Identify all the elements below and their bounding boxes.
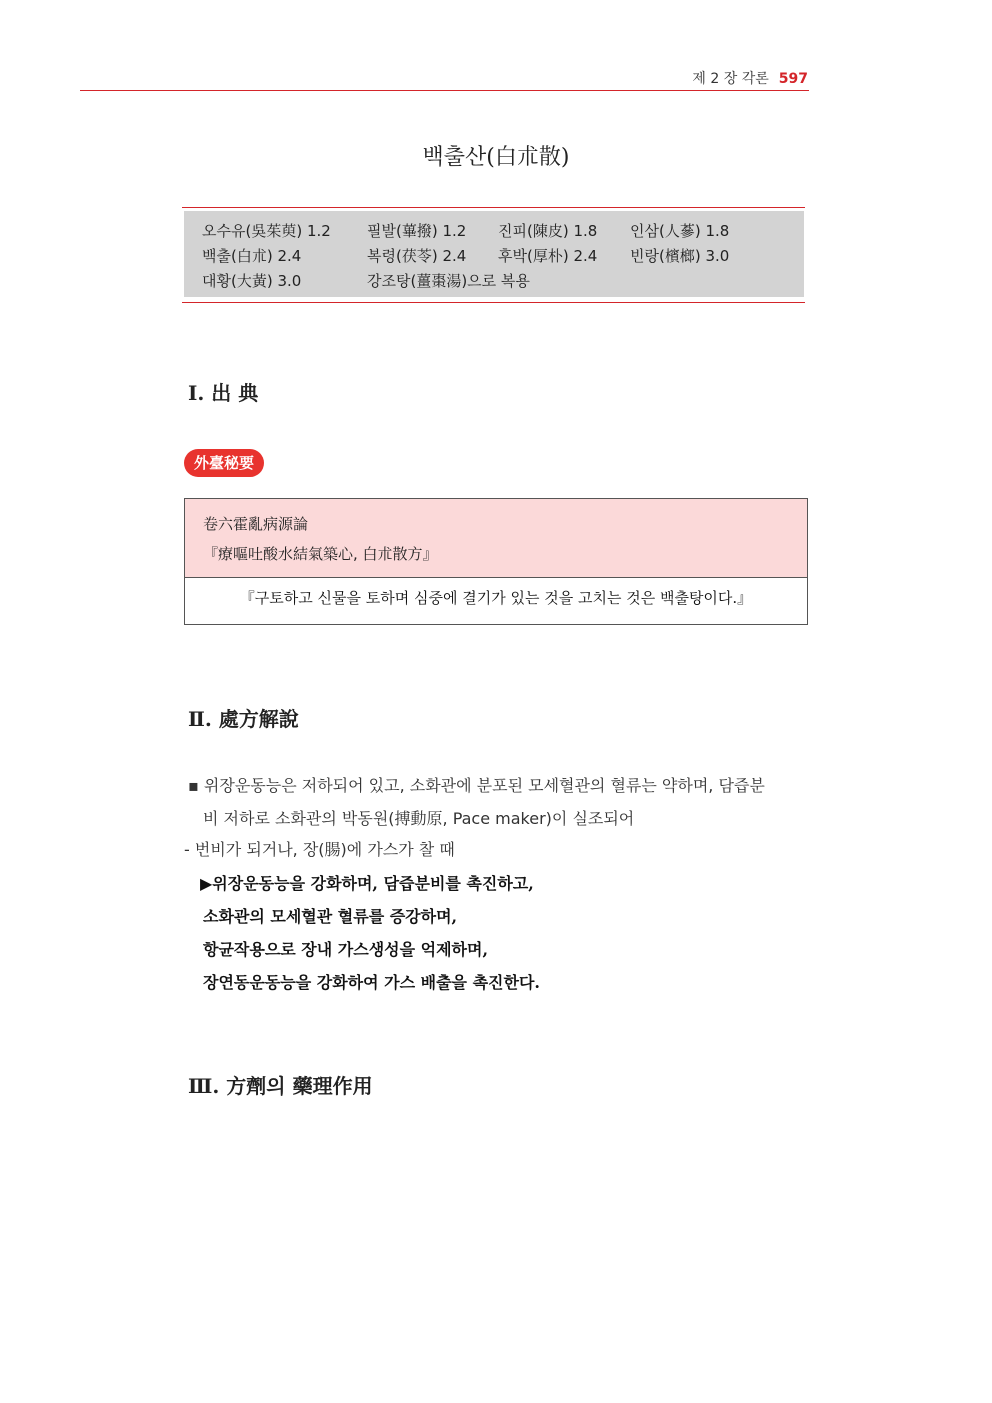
section-heading-origin: Ⅰ. 出 典: [188, 381, 259, 405]
running-header: [692, 68, 808, 88]
effect-line: 항균작용으로 장내 가스생성을 억제하며,: [203, 940, 489, 959]
header-rule: [80, 90, 809, 91]
section-heading-explanation: Ⅱ. 處方解說: [188, 707, 299, 731]
source-translation: 『구토하고 신물을 토하며 심중에 결기가 있는 것을 고치는 것은 백출탕이다.』: [239, 589, 753, 607]
ingredient: 인삼(人蔘) 1.8: [630, 222, 730, 240]
chapter-label: 제 2 장 각론: [692, 71, 769, 87]
commentary-line: - 번비가 되거나, 장(腸)에 가스가 찰 때: [184, 840, 455, 859]
ingredients-box: [184, 211, 804, 297]
effect-line: 장연동운동능을 강화하여 가스 배출을 촉진한다.: [203, 973, 540, 992]
effect-line: ▶위장운동능을 강화하며, 담즙분비를 촉진하고,: [200, 874, 534, 893]
ingredient: 대황(大黃) 3.0: [202, 272, 302, 290]
source-volume: 卷六霍亂病源論: [203, 515, 309, 533]
commentary-line: 비 저하로 소화관의 박동원(搏動原, Pace maker)이 실조되어: [203, 809, 635, 828]
commentary-line: ▪ 위장운동능은 저하되어 있고, 소화관에 분포된 모세혈관의 혈류는 약하며, 담즙분: [188, 776, 765, 795]
ingredients-top-rule: [182, 207, 805, 208]
page-title: 백출산(白朮散): [422, 145, 570, 170]
ingredient: 빈랑(檳榔) 3.0: [630, 247, 730, 265]
administration-note: 강조탕(薑棗湯)으로 복용: [367, 272, 530, 290]
ingredient: 후박(厚朴) 2.4: [498, 247, 598, 265]
source-quote: 『療嘔吐酸水結氣築心, 白朮散方』: [203, 545, 438, 563]
source-box: [184, 498, 808, 625]
source-badge: 外臺秘要: [184, 449, 264, 477]
ingredient: 백출(白朮) 2.4: [202, 247, 302, 265]
ingredient: 진피(陳皮) 1.8: [498, 222, 598, 240]
effect-line: 소화관의 모세혈관 혈류를 증강하며,: [203, 907, 458, 926]
section-heading-pharmacology: Ⅲ. 方劑의 藥理作用: [188, 1074, 373, 1098]
ingredient: 필발(蓽撥) 1.2: [367, 222, 467, 240]
page-number: 597: [778, 71, 808, 87]
ingredients-bottom-rule: [182, 302, 805, 303]
ingredient: 오수유(吳茱萸) 1.2: [202, 222, 331, 240]
source-original-panel: [185, 499, 807, 578]
ingredient: 복령(茯苓) 2.4: [367, 247, 467, 265]
